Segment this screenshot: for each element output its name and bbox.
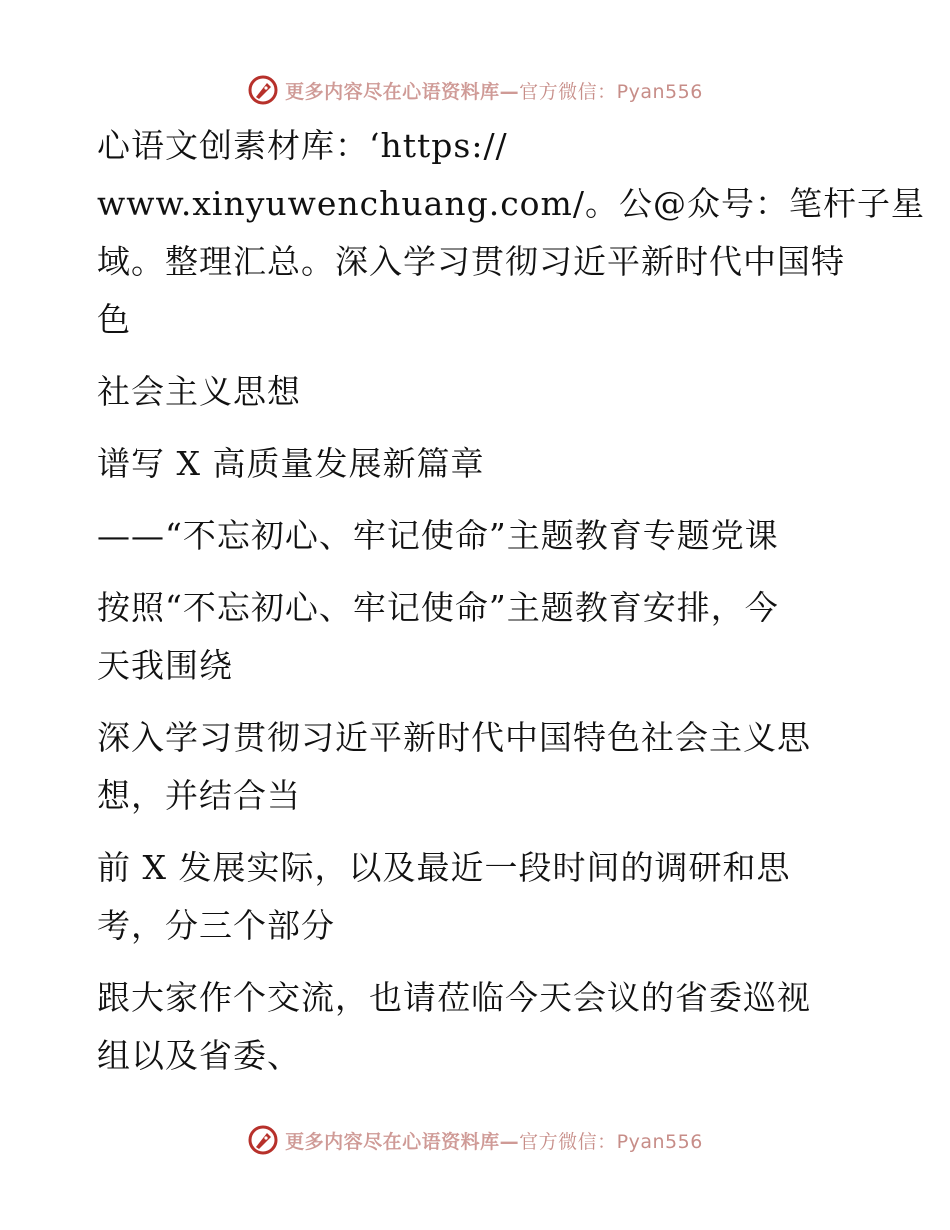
document-line: 心语文创素材库：‘https://: [97, 126, 508, 165]
footer-banner: [0, 1120, 950, 1160]
document-line: ——“不忘初心、牢记使命”主题教育专题党课: [97, 516, 779, 555]
banner-site-text: 更多内容尽在心语资料库: [285, 1130, 500, 1153]
banner-site-text: 更多内容尽在心语资料库: [285, 80, 500, 103]
document-line: 考，分三个部分: [97, 906, 335, 945]
document-line: 深入学习贯彻习近平新时代中国特色社会主义思: [97, 718, 811, 757]
document-line: 前 X 发展实际，以及最近一段时间的调研和思: [97, 848, 791, 887]
document-line: 组以及省委、: [97, 1036, 301, 1075]
document-line: www.xinyuwenchuang.com/。公@众号：笔杆子星: [97, 184, 925, 223]
document-line: 谱写 X 高质量发展新篇章: [97, 444, 485, 483]
pen-nib-logo-icon: [247, 1124, 279, 1156]
pen-nib-logo-icon: [247, 74, 279, 106]
banner-wechat-text: 官方微信：Pyan556: [519, 80, 703, 103]
header-banner: [0, 70, 950, 110]
banner-dash: —: [499, 80, 520, 103]
banner-wechat-text: 官方微信：Pyan556: [519, 1130, 703, 1153]
document-line: 域。整理汇总。深入学习贯彻习近平新时代中国特: [97, 242, 845, 281]
document-line: 天我围绕: [97, 646, 233, 685]
document-line: 色: [97, 300, 131, 339]
document-line: 跟大家作个交流，也请莅临今天会议的省委巡视: [97, 978, 811, 1017]
document-line: 社会主义思想: [97, 372, 301, 411]
document-line: 想，并结合当: [97, 776, 301, 815]
banner-dash: —: [499, 1130, 520, 1153]
document-line: 按照“不忘初心、牢记使命”主题教育安排，今: [97, 588, 779, 627]
document-body: [97, 117, 925, 1085]
